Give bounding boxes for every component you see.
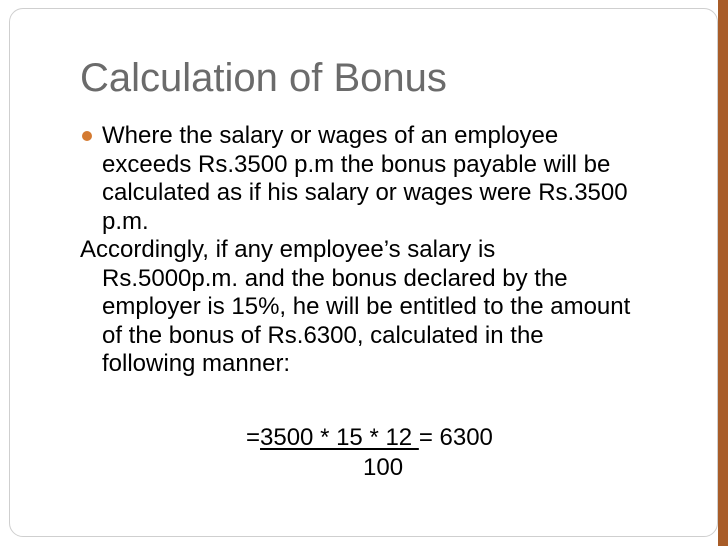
slide-body: [80, 122, 700, 379]
equation-prefix: =: [246, 424, 261, 451]
paragraph-line: employer is 15%, he will be entitled to the amount: [102, 293, 631, 320]
equation-result: = 6300: [418, 424, 493, 451]
paragraph-line: following manner:: [102, 350, 291, 377]
bonus-equation: [246, 424, 493, 453]
equation-denominator: 100: [363, 454, 404, 481]
equation-numerator: 3500 * 15 * 12: [260, 424, 419, 451]
paragraph-line: Rs.5000p.m. and the bonus declared by the: [102, 264, 568, 292]
paragraph-line: of the bonus of Rs.6300, calculated in the: [102, 321, 544, 349]
bullet-paragraph: [80, 122, 700, 236]
bullet-dot-icon: [82, 131, 92, 141]
bullet-line: p.m.: [102, 207, 149, 235]
accordingly-paragraph: [80, 236, 700, 379]
bullet-line: exceeds Rs.3500 p.m the bonus payable will be: [102, 150, 611, 178]
paragraph-line: Accordingly, if any employee’s salary is: [80, 236, 496, 263]
slide-title: Calculation of Bonus: [80, 56, 447, 100]
bullet-line: calculated as if his salary or wages were Rs.3500: [102, 179, 628, 206]
slide-accent-edge: [718, 0, 728, 546]
bullet-line: Where the salary or wages of an employee: [102, 122, 559, 149]
